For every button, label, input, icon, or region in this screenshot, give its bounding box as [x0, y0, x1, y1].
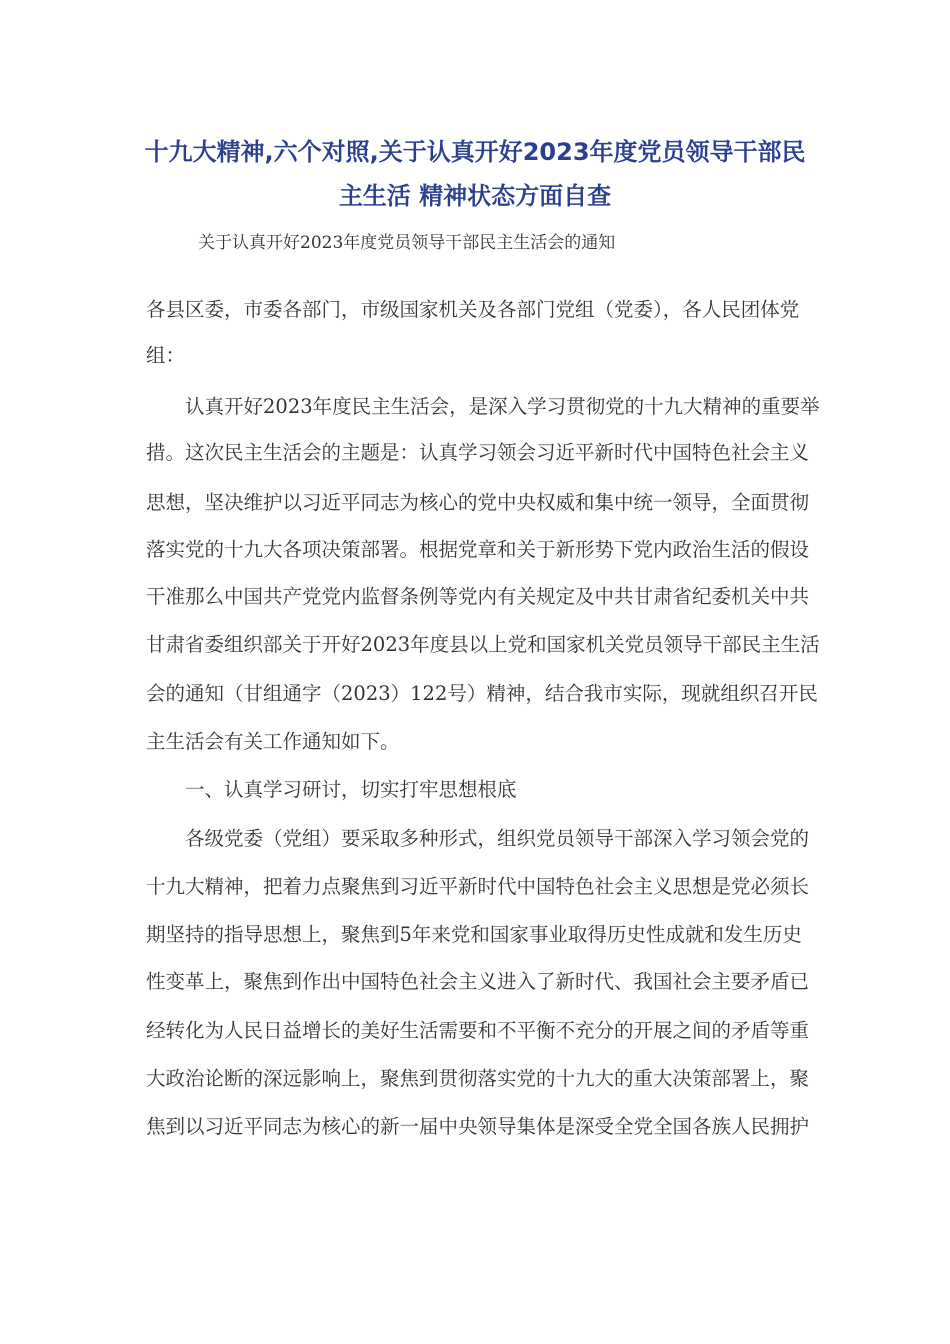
body-line: 各级党委（党组）要采取多种形式，组织党员领导干部深入学习领会党的 — [185, 827, 810, 850]
body-line: 措。这次民主生活会的主题是：认真学习领会习近平新时代中国特色社会主义 — [146, 441, 810, 464]
body-line: 干准那么中国共产党党内监督条例等党内有关规定及中共甘肃省纪委机关中共 — [146, 585, 810, 608]
section-heading: 一、认真学习研讨，切实打牢思想根底 — [185, 778, 517, 801]
body-line: 组： — [146, 344, 186, 367]
body-line: 认真开好2023年度民主生活会，是深入学习贯彻党的十九大精神的重要举 — [185, 395, 820, 418]
body-line: 落实党的十九大各项决策部署。根据党章和关于新形势下党内政治生活的假设 — [146, 538, 810, 561]
body-line: 经转化为人民日益增长的美好生活需要和不平衡不充分的开展之间的矛盾等重 — [146, 1019, 810, 1042]
document-title-line-1: 十九大精神,六个对照,关于认真开好2023年度党员领导干部民 — [144, 138, 806, 166]
body-line: 思想，坚决维护以习近平同志为核心的党中央权威和集中统一领导，全面贯彻 — [146, 491, 810, 514]
body-line: 十九大精神，把着力点聚焦到习近平新时代中国特色社会主义思想是党必须长 — [146, 875, 810, 898]
notice-subtitle: 关于认真开好2023年度党员领导干部民主生活会的通知 — [198, 233, 616, 253]
body-line: 性变革上，聚焦到作出中国特色社会主义进入了新时代、我国社会主要矛盾已 — [146, 970, 810, 993]
body-line: 大政治论断的深远影响上，聚焦到贯彻落实党的十九大的重大决策部署上，聚 — [146, 1067, 810, 1090]
body-line: 甘肃省委组织部关于开好2023年度县以上党和国家机关党员领导干部民主生活 — [146, 633, 820, 656]
body-line: 焦到以习近平同志为核心的新一届中央领导集体是深受全党全国各族人民拥护 — [146, 1115, 810, 1138]
body-line: 各县区委，市委各部门，市级国家机关及各部门党组（党委），各人民团体党 — [146, 298, 800, 321]
body-line: 期坚持的指导思想上，聚焦到5年来党和国家事业取得历史性成就和发生历史 — [146, 923, 802, 946]
document-title-line-2: 主生活 精神状态方面自查 — [338, 182, 612, 210]
body-line: 主生活会有关工作通知如下。 — [146, 730, 400, 753]
body-line: 会的通知（甘组通字（2023）122号）精神，结合我市实际，现就组织召开民 — [146, 682, 818, 705]
